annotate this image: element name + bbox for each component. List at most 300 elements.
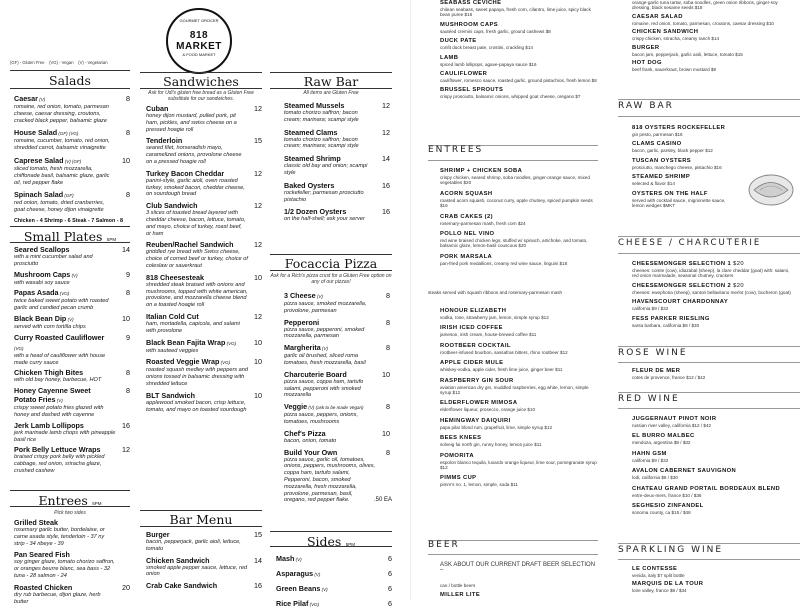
sandwiches-title: Sandwiches bbox=[163, 74, 239, 89]
item-desc: pizza sauce, smoked mozzarella, provolone, parmesan bbox=[284, 301, 367, 314]
item-desc: rosemary garlic butter, bordelaise, or carne asada style, tenderloin - 37 ny strip - 34 ribeye - 39 bbox=[14, 527, 105, 547]
menu-item bbox=[14, 94, 130, 124]
item-name: SHRIMP + CHICKEN SOBA bbox=[440, 168, 523, 174]
salad-addons: Chicken - 4 Shrimp - 6 Steak - 7 Salmon - 8 bbox=[14, 217, 124, 224]
menu-item bbox=[440, 325, 598, 337]
item-name: DUCK PATE bbox=[440, 38, 477, 45]
item-name: ELDERFLOWER MIMOSA bbox=[440, 400, 518, 407]
menu-item bbox=[632, 299, 796, 311]
item-desc: with sauteed veggies bbox=[146, 347, 199, 354]
item-desc: pizza sauce, coppa ham, tartufo salami, pepperoni with smoked mozzarella bbox=[284, 378, 364, 399]
menu-item bbox=[14, 333, 130, 367]
menu-item bbox=[14, 245, 130, 268]
item-desc: panini-style, garlic aioli, oven roasted turkey, smoked bacon, cheddar cheese, on sourdough bread bbox=[146, 177, 245, 198]
item-desc: smoked apple pepper sauce, lettuce, red onion bbox=[146, 564, 248, 578]
item-price: 8 bbox=[126, 288, 130, 298]
item-price: 10 bbox=[254, 272, 262, 282]
item-name: Honey Cayenne Sweet Potato Fries (V) bbox=[14, 386, 91, 405]
menu-item bbox=[284, 128, 390, 151]
col4-top-list bbox=[440, 0, 598, 104]
menu-item bbox=[632, 468, 796, 480]
item-name: MARQUIS DE LA TOUR bbox=[632, 581, 704, 588]
red-list bbox=[632, 416, 796, 520]
menu-item bbox=[440, 343, 598, 355]
item-tag: (V) bbox=[294, 557, 302, 562]
item-name: CHEESEMONGER SELECTION 2 $20 bbox=[632, 282, 745, 289]
item-desc: romaine, red onion, tomato, parmesan cheese, caesar dressing, croutons, cracked black pepper, balsamic glaze bbox=[14, 104, 109, 124]
menu-item bbox=[440, 308, 598, 320]
item-name: SEGHESIO ZINFANDEL bbox=[632, 503, 704, 510]
item-name: Steamed Clams bbox=[284, 127, 338, 137]
item-desc: crispy prosciutto, balsamic onions, whipped goat cheese, oregano $7 bbox=[440, 94, 581, 100]
item-price: 8 bbox=[386, 343, 390, 353]
item-price: 12 bbox=[254, 168, 262, 178]
sides-tag: 5PM bbox=[345, 542, 356, 547]
item-name: Pepperoni bbox=[284, 317, 320, 327]
sparkling-title: SPARKLING WINE bbox=[618, 545, 724, 555]
item-desc: romaine, cucumber, tomato, red onion, shredded carrot, balsamic vinaigrette bbox=[14, 138, 110, 152]
item-name: POLLO NEL VINO bbox=[440, 231, 495, 238]
menu-item bbox=[632, 368, 796, 380]
item-name: Caprese Salad (V) (GF) bbox=[14, 155, 82, 165]
menu-item bbox=[14, 288, 130, 312]
item-name: Reuben/Rachel Sandwich bbox=[146, 240, 234, 250]
item-desc: russian river valley, california $12 / $42 bbox=[632, 423, 712, 428]
menu-item bbox=[440, 360, 598, 372]
menu-item bbox=[440, 22, 598, 34]
menu-item bbox=[632, 191, 732, 209]
menu-item bbox=[632, 433, 796, 445]
item-desc: roasted squash medley with peppers and onions tossed in balsamic dressing with shredded lettuce bbox=[146, 367, 248, 387]
item-desc: sautéed cremini caps, fresh garlic, ground cashews $8 bbox=[440, 28, 551, 34]
entrees-tag: 5PM bbox=[92, 501, 102, 506]
menu-item bbox=[284, 318, 390, 341]
item-name: Black Bean Fajita Wrap (VG) bbox=[146, 337, 237, 347]
item-price: 8 bbox=[126, 386, 130, 396]
item-desc: with a head of cauliflower with house made curry sauce bbox=[14, 352, 106, 366]
item-tag: (V) bbox=[320, 346, 328, 352]
logo-top-arc: GOURMET GROCER bbox=[179, 18, 219, 23]
item-desc: honey dijon mustard, pulled pork, pit ham, pickles, and swiss cheese on a pressed hoagie roll bbox=[146, 113, 237, 133]
item-name: Curry Roasted Cauliflower (VG) bbox=[14, 332, 105, 351]
item-name: PORK MARSALA bbox=[440, 253, 493, 260]
item-name: HEMINGWAY DAIQUIRI bbox=[440, 417, 511, 424]
item-name: BURGER bbox=[632, 44, 660, 51]
bar-menu-list bbox=[146, 530, 262, 593]
item-desc: griddled rye bread with Swiss cheese, choice of corned beef or turkey, choice of coleslaw or sauerkraut bbox=[146, 249, 248, 269]
item-tag: (GF) bbox=[63, 193, 74, 199]
item-desc: selected & flavor $14 bbox=[632, 181, 675, 187]
item-name: LAMB bbox=[440, 54, 459, 61]
menu-item bbox=[146, 201, 262, 237]
cheese-list bbox=[632, 261, 796, 332]
salads-title: Salads bbox=[49, 73, 91, 88]
menu-item bbox=[284, 154, 390, 177]
item-desc: entre-deux-mers, france $10 / $36 bbox=[632, 492, 702, 498]
item-name: Cuban bbox=[146, 104, 169, 113]
menu-item bbox=[14, 314, 130, 331]
menu-item bbox=[440, 87, 598, 99]
item-desc: confit duck breast pate, crostini, crackling $14 bbox=[440, 45, 533, 51]
item-price: 6 bbox=[388, 554, 392, 563]
cocktails-list bbox=[440, 308, 598, 493]
item-name: Grilled Steak bbox=[14, 518, 58, 527]
item-name: CAULIFLOWER bbox=[440, 71, 488, 78]
item-name: Pork Belly Lettuce Wraps bbox=[14, 445, 101, 455]
entrees-title: Entrees bbox=[38, 493, 88, 508]
item-desc: santa barbara, california $8 / $30 bbox=[632, 322, 700, 328]
item-price: 12 bbox=[254, 311, 262, 321]
item-desc: crispy chicken, seared shrimp, soba noodles, ginger-orange sauce, mixed vegetables $20 bbox=[440, 175, 590, 186]
item-name: Roasted Veggie Wrap (VG) bbox=[146, 357, 231, 367]
item-price: 12 bbox=[382, 101, 390, 110]
menu-item bbox=[14, 386, 130, 419]
item-name: Chef's Pizza bbox=[284, 428, 326, 438]
item-name: 818 Cheesesteak bbox=[146, 272, 204, 282]
item-desc: bacon, garlic, parsley, black pepper $12 bbox=[632, 148, 713, 154]
item-price: 9 bbox=[126, 269, 130, 279]
item-price: 10 bbox=[254, 357, 262, 367]
item-desc: espolon blanco tequila, luxardo orange liqueur, lime sour, pomegranate syrup $12 bbox=[440, 459, 597, 471]
menu-item bbox=[14, 156, 130, 186]
item-name: Chicken Thigh Bites bbox=[14, 368, 84, 378]
item-desc: applewood smoked bacon, crisp lettuce, tomato, and mayo on toasted sourdough bbox=[146, 399, 247, 413]
item-desc: jerk marinade lamb chops with pineapple basil rice bbox=[14, 429, 116, 443]
raw-bar-list bbox=[284, 101, 390, 227]
item-name: ROOTBEER COCKTAIL bbox=[440, 342, 511, 349]
item-tag: (V) bbox=[37, 97, 46, 102]
item-name: PIMMS CUP bbox=[440, 475, 477, 482]
item-name: Mash (V) bbox=[276, 554, 302, 563]
item-tag: (V) (ask to be made Vegan) bbox=[307, 405, 364, 411]
item-desc: sonoma county, ca $15 / $48 bbox=[632, 510, 691, 516]
menu-item bbox=[14, 421, 130, 444]
menu-item bbox=[14, 270, 130, 287]
item-price: 10 bbox=[122, 155, 130, 165]
beer-sub: can / bottle beers bbox=[440, 583, 476, 588]
item-name: AVALON CABERNET SAUVIGNON bbox=[632, 468, 737, 475]
entrees-right-title: ENTREES bbox=[428, 145, 484, 155]
menu-item bbox=[632, 0, 796, 11]
item-tag: (V) bbox=[66, 316, 74, 322]
menu-item bbox=[632, 451, 796, 463]
beer-first: MILLER LITE bbox=[440, 592, 481, 598]
item-price: 6 bbox=[388, 584, 392, 593]
item-desc: tomato chorizo saffron; bacon cream; marinara; scampi style bbox=[284, 110, 359, 123]
item-price: $20 bbox=[731, 282, 745, 289]
menu-item bbox=[146, 169, 262, 198]
item-price: $20 bbox=[731, 261, 745, 267]
item-desc: venida, italy $7 split bottle bbox=[632, 573, 685, 578]
beer-title: BEER bbox=[428, 540, 460, 550]
item-name: IRISH ICED COFFEE bbox=[440, 325, 503, 332]
menu-item bbox=[284, 429, 390, 445]
item-price: 15 bbox=[254, 530, 262, 539]
item-price: 8 bbox=[126, 368, 130, 378]
menu-item bbox=[632, 283, 796, 295]
item-price: 20 bbox=[122, 582, 130, 592]
menu-item bbox=[632, 416, 796, 428]
item-name: MUSHROOM CAPS bbox=[440, 21, 499, 28]
item-price: 8 bbox=[386, 447, 390, 457]
item-desc: pizza sauce, pepperoni, smoked mozzarella, parmesan bbox=[284, 326, 365, 340]
item-desc: california $9 / $32 bbox=[632, 306, 669, 312]
item-desc: aviation american dry gin, muddled raspberries, egg white, lemon, simple syrup $12 bbox=[440, 384, 589, 396]
item-desc: classic old bay and onion; scampi style bbox=[284, 163, 368, 176]
item-name: Seared Scallops bbox=[14, 245, 70, 254]
menu-item bbox=[440, 254, 598, 266]
item-name: TUSCAN OYSTERS bbox=[632, 157, 692, 164]
menu-item bbox=[146, 104, 262, 133]
item-desc: california $9 / $32 bbox=[632, 457, 669, 463]
item-name: OYSTERS ON THE HALF bbox=[632, 190, 708, 197]
item-desc: twice baked sweet potato with roasted garlic and candied pecan crumb bbox=[14, 298, 109, 312]
menu-item bbox=[284, 181, 390, 204]
menu-item bbox=[146, 357, 262, 387]
item-desc: elderflower liqueur, prosecco, orange juice $10 bbox=[440, 407, 535, 413]
item-name: JUGGERNAUT PINOT NOIR bbox=[632, 416, 717, 422]
item-desc: bacon jam, pepperjack, garlic aioli, lettuce, tomato $15 bbox=[632, 51, 743, 57]
menu-item bbox=[284, 370, 390, 399]
item-desc: dry rub barbecue, dijon glaze, herb butter bbox=[14, 591, 101, 605]
pizza-list bbox=[284, 291, 390, 507]
menu-item bbox=[276, 584, 392, 594]
item-price: 8 bbox=[386, 317, 390, 327]
sides-title: Sides bbox=[306, 534, 342, 549]
menu-item bbox=[632, 125, 732, 137]
sandwiches-list bbox=[146, 104, 262, 416]
item-name: Papas Asada (VG) bbox=[14, 288, 70, 298]
menu-item bbox=[276, 569, 392, 579]
byo-extra: .50 EA bbox=[373, 497, 392, 503]
item-price: 8 bbox=[386, 291, 390, 300]
item-name: CHICKEN SANDWICH bbox=[632, 29, 699, 36]
item-name: Club Sandwich bbox=[146, 201, 198, 211]
menu-item bbox=[14, 445, 130, 474]
item-price: 10 bbox=[382, 369, 390, 379]
menu-item bbox=[284, 101, 390, 124]
item-price: 14 bbox=[254, 555, 262, 565]
item-desc: whiskey-vodka, apple cider, fresh lime juice, ginger beer $11 bbox=[440, 367, 563, 373]
menu-item bbox=[632, 486, 796, 498]
item-tag: (VG) bbox=[14, 345, 24, 351]
raw-bar-title: Raw Bar bbox=[303, 74, 359, 89]
item-price: 14 bbox=[382, 154, 390, 164]
item-desc: orange-garlic tuna tartar, soba noodles, green onion ribbons, ginger-soy dressing, black sesame seeds $18 bbox=[632, 0, 778, 11]
item-price: 6 bbox=[388, 599, 392, 608]
pizza-title: Focaccia Pizza bbox=[284, 256, 378, 271]
item-tag: (VG) bbox=[308, 602, 320, 607]
item-desc: prosciutto, manchego cheese, pistachio $16 bbox=[632, 164, 722, 170]
item-tag: (VG) bbox=[219, 360, 231, 366]
item-name: BEES KNEES bbox=[440, 435, 482, 442]
item-tag: (VG) bbox=[58, 291, 70, 297]
item-name: APPLE CIDER MULE bbox=[440, 360, 504, 367]
item-name: BLT Sandwich bbox=[146, 390, 195, 400]
item-desc: with a mint cucumber salad and prosciutto bbox=[14, 254, 93, 267]
menu-item bbox=[440, 168, 598, 186]
item-price: 10 bbox=[254, 390, 262, 400]
sides-list bbox=[276, 554, 392, 614]
item-desc: pimm's no. 1, lemon, simple, soda $11 bbox=[440, 482, 518, 488]
item-desc: ham, mortadella, capicola, and salami with provolone bbox=[146, 320, 240, 334]
menu-item bbox=[146, 312, 262, 335]
pizza-note: Ask for a Rich's pizza crust for a Gluten Free option on any of our pizzas! bbox=[270, 273, 392, 285]
item-price: 9 bbox=[126, 332, 130, 342]
menu-item bbox=[284, 291, 390, 315]
menu-item bbox=[632, 45, 796, 57]
item-name: EL BURRO MALBEC bbox=[632, 433, 695, 440]
item-desc: served with corn tortilla chips bbox=[14, 323, 86, 330]
item-desc: romaine, red onion, tomato, parmesan, croutons, caesar dressing $10 bbox=[632, 20, 774, 26]
item-name: Italian Cold Cut bbox=[146, 311, 199, 321]
menu-item bbox=[632, 261, 796, 279]
menu-item bbox=[146, 240, 262, 269]
item-desc: vodka, rose, strawberry jam, lemon, simple syrup $12 bbox=[440, 315, 549, 320]
item-price: 6 bbox=[388, 569, 392, 578]
item-price: 16 bbox=[122, 420, 130, 430]
item-name: Rice Pilaf (VG) bbox=[276, 599, 320, 608]
legend-vg: (VG) - Vegan bbox=[49, 60, 74, 65]
item-price: 8 bbox=[386, 402, 390, 412]
legend bbox=[10, 60, 130, 65]
menu-item bbox=[440, 475, 598, 487]
item-desc: shredded steak braised with onions and mushrooms, topped with white american, provolone, and mozzarella cheese blend on a toasted hoagie roll bbox=[146, 281, 248, 309]
entrees-right-note: steaks served with squash ribbons and rosemary-parmesan mash bbox=[428, 290, 563, 295]
item-name: Pan Seared Fish bbox=[14, 550, 70, 560]
item-price: 12 bbox=[254, 240, 262, 250]
item-name: Margherita (V) bbox=[284, 343, 328, 353]
menu-item bbox=[14, 550, 130, 579]
item-tag: (V) (GF) bbox=[63, 158, 82, 164]
item-desc: cotes de provence, france $12 / $42 bbox=[632, 375, 706, 380]
item-desc: jameson, irish cream, house-brewed coffee $11 bbox=[440, 332, 537, 338]
item-name: CRAB CAKES (2) bbox=[440, 213, 493, 220]
menu-item bbox=[440, 400, 598, 412]
item-name: Caesar (V) bbox=[14, 94, 46, 103]
item-name: Spinach Salad (GF) bbox=[14, 190, 74, 200]
menu-item bbox=[632, 158, 732, 170]
item-desc: cheeses: comte (cow), idiazabal (sheep), la clare cheddar (goat) with: salami, red onion marmalade, seasonal chutney, crackers bbox=[632, 268, 790, 279]
col5-top-list bbox=[632, 0, 796, 75]
sandwiches-note: Ask for Udi's gluten free bread as a Gluten Free substitute for our sandwiches. bbox=[148, 90, 254, 102]
item-desc: with old bay honey, barbecue, HOT bbox=[14, 377, 102, 384]
menu-item bbox=[146, 391, 262, 414]
item-name: House Salad (GF) (VG) bbox=[14, 128, 79, 138]
item-price: 14 bbox=[122, 245, 130, 254]
menu-item bbox=[146, 273, 262, 309]
small-plates-tag: 5PM bbox=[106, 237, 117, 242]
item-desc: pan-fried pork medallions, creamy red wine sauce, linguini $18 bbox=[440, 260, 568, 266]
menu-item bbox=[632, 316, 796, 328]
item-name: 3 Cheese (V) bbox=[284, 291, 323, 300]
menu-item bbox=[440, 55, 598, 67]
item-name: Veggie (V) (ask to be made Vegan) bbox=[284, 402, 364, 412]
item-name: HONOUR ELIZABETH bbox=[440, 308, 507, 314]
menu-item bbox=[440, 231, 598, 249]
item-desc: 3 slices of toasted bread layered with cheddar cheese, bacon, lettuce, tomato, and mayo, choice of turkey, roast beef, or ham bbox=[146, 210, 246, 237]
item-desc: rootbeer-infused bourbon, sassafras bitters, rhino rootbeer $12 bbox=[440, 349, 568, 355]
item-tag: (V) bbox=[315, 294, 323, 299]
raw-bar-right-list bbox=[632, 125, 732, 212]
item-desc: with wasabi soy sauce bbox=[14, 279, 70, 286]
entrees-note: Pick two sides bbox=[54, 510, 86, 516]
menu-item bbox=[14, 583, 130, 606]
item-desc: crispy sweet potato fries glazed with honey and dashed with cayenne bbox=[14, 405, 104, 418]
item-name: Tenderloin bbox=[146, 136, 183, 146]
item-desc: seared filet, horseradish mayo, caramelized onions, provolone cheese on a pressed hoagie roll bbox=[146, 145, 242, 165]
item-desc: roasted acorn squash, coconut curry, apple chutney, spiced pumpkin seeds $16 bbox=[440, 197, 593, 209]
item-price: 8 bbox=[126, 190, 130, 200]
menu-item bbox=[146, 530, 262, 553]
menu-item bbox=[632, 174, 732, 186]
red-title: RED WINE bbox=[618, 394, 680, 404]
item-name: Turkey Bacon Cheddar bbox=[146, 168, 225, 178]
item-price: 10 bbox=[254, 337, 262, 347]
item-name: ACORN SQUASH bbox=[440, 190, 493, 197]
item-name: Jerk Lamb Lollipops bbox=[14, 420, 84, 430]
item-name: HOT DOG bbox=[632, 60, 662, 67]
item-desc: bacon, onion, tomato bbox=[284, 437, 337, 444]
item-desc: papa pilar blond rum, grapefruit, lime, simple syrup $12 bbox=[440, 424, 553, 430]
item-name: BRUSSEL SPROUTS bbox=[440, 87, 504, 94]
item-price: 16 bbox=[382, 207, 390, 217]
logo-bottom-arc: & FOOD MARKET bbox=[182, 52, 216, 57]
entrees-list bbox=[14, 518, 130, 608]
item-tag: (V) bbox=[313, 572, 321, 577]
menu-item bbox=[632, 566, 796, 578]
item-price: 15 bbox=[254, 136, 262, 146]
item-name: FLEUR DE MER bbox=[632, 368, 681, 374]
item-tag: (GF) (VG) bbox=[57, 131, 79, 137]
item-price: 12 bbox=[254, 104, 262, 113]
item-price: 12 bbox=[382, 127, 390, 137]
item-desc: lodi, california $8 / $30 bbox=[632, 475, 678, 481]
item-name: SEABASS CEVICHE bbox=[440, 0, 502, 6]
item-name: Black Bean Dip (V) bbox=[14, 313, 74, 323]
item-desc: mendoza, argentina $9 / $32 bbox=[632, 440, 691, 446]
bar-menu-title: Bar Menu bbox=[169, 512, 233, 527]
item-name: CLAMS CASINO bbox=[632, 141, 682, 148]
item-desc: garlic oil brushed, sliced roma tomatoes, fresh mozzarella, basil bbox=[284, 353, 366, 366]
cheese-title: CHEESE / CHARCUTERIE bbox=[618, 238, 762, 248]
item-name: STEAMED SHRIMP bbox=[632, 174, 691, 181]
item-desc: sliced tomato, fresh mozzarella, chiffonade basil, balsamic glaze, garlic oil, red pepper flake bbox=[14, 165, 110, 186]
menu-item bbox=[440, 453, 598, 471]
menu-item bbox=[632, 14, 796, 26]
rose-list bbox=[632, 368, 796, 383]
menu-item bbox=[440, 71, 598, 83]
item-name: Build Your Own bbox=[284, 447, 338, 457]
menu-item bbox=[632, 581, 796, 593]
item-desc: cauliflower, romesco sauce, roasted garlic, ground pistachios, fresh lemon $8 bbox=[440, 78, 597, 84]
item-price: 12 bbox=[122, 445, 130, 455]
item-name: FESS PARKER RIESLING bbox=[632, 315, 710, 322]
item-name: Chicken Sandwich bbox=[146, 555, 210, 565]
menu-item bbox=[14, 518, 130, 547]
item-name: CHATEAU GRAND PORTAIL BORDEAUX BLEND bbox=[632, 485, 781, 492]
menu-item bbox=[440, 418, 598, 430]
menu-item bbox=[440, 435, 598, 447]
menu-item bbox=[276, 599, 392, 609]
item-desc: bacon, pepperjack, garlic aioli, lettuce, tomato bbox=[146, 539, 241, 552]
item-name: Asparagus (V) bbox=[276, 569, 321, 578]
item-name: Mushroom Caps (V) bbox=[14, 269, 78, 279]
menu-item bbox=[146, 581, 262, 590]
item-price: 8 bbox=[126, 94, 130, 103]
item-price: 16 bbox=[254, 581, 262, 591]
item-tag: (V) bbox=[70, 272, 78, 278]
